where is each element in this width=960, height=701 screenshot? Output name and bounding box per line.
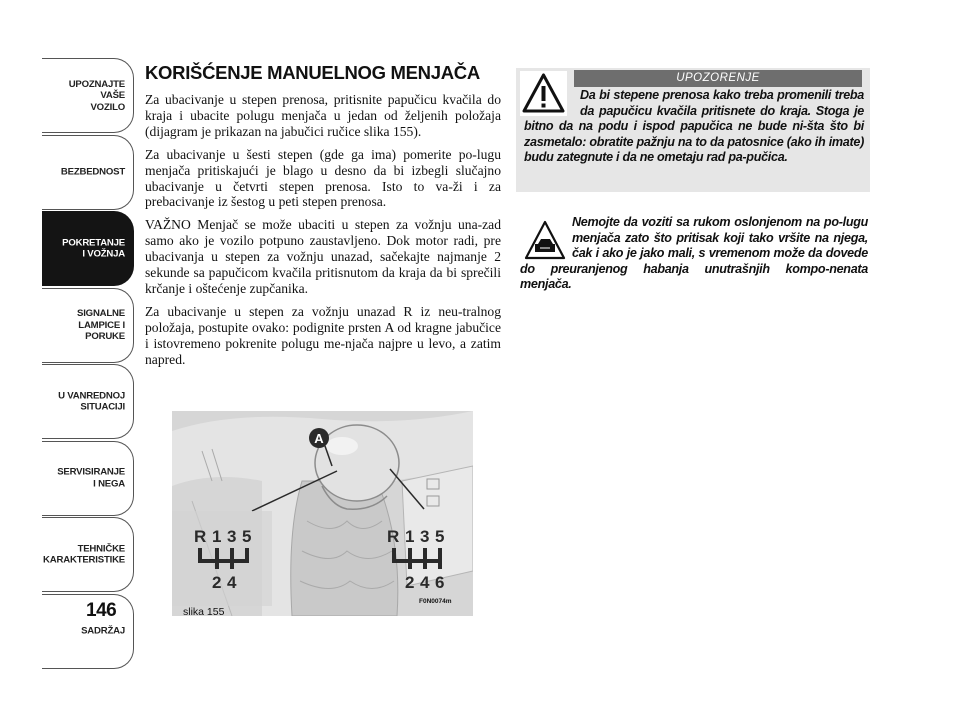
tab-bezbednost[interactable] xyxy=(42,135,134,210)
gear-label: 5 xyxy=(435,527,445,546)
paragraph: VAŽNO Menjač se može ubaciti u stepen za vožnju una-zad samo ako je vozilo potpuno zaustavljeno. Dok motor radi, pre ubacivanja u stepen za vožnju unazad, sačekajte najmanje 2 sekunde sa papučicom kvačila pritisnutom da kraja da bi sprečili krčanje i oštećenje zupčanika. xyxy=(145,217,501,296)
gear-label: 4 xyxy=(227,573,237,592)
gear-label: 3 xyxy=(420,527,430,546)
gearshift-figure xyxy=(172,411,473,616)
note-text-block xyxy=(520,215,868,293)
page-number: 146 xyxy=(86,600,117,621)
tab-label: SADRŽAJ xyxy=(81,625,125,637)
gear-label: R xyxy=(194,527,207,546)
gear-label: 2 xyxy=(405,573,415,592)
chapter-tabs xyxy=(42,58,134,670)
gearshift-illustration xyxy=(172,411,473,616)
gear-label: 1 xyxy=(405,527,415,546)
gear-label: R xyxy=(387,527,400,546)
gear-label: 3 xyxy=(227,527,237,546)
gear-label: 1 xyxy=(212,527,222,546)
tab-tehnicke-karakteristike[interactable] xyxy=(42,517,134,592)
tab-upoznajte-vase-vozilo[interactable] xyxy=(42,58,134,133)
tab-label: POKRETANJE I VOŽNJA xyxy=(62,237,125,260)
paragraph: Za ubacivanje u stepen prenosa, pritisnite papučicu kvačila do kraja i ubacite polugu menjača u jedan od željenih položaja (dijagram je prikazan na jabučici ručice slika 155). xyxy=(145,92,501,139)
tab-label: U VANREDNOJ SITUACIJI xyxy=(58,390,125,413)
tab-servisiranje-i-nega[interactable] xyxy=(42,441,134,516)
tab-label: TEHNIČKE KARAKTERISTIKE xyxy=(43,543,125,566)
page-title: KORIŠĆENJE MANUELNOG MENJAČA xyxy=(145,62,480,83)
body-text xyxy=(145,92,501,375)
gear-label: 2 xyxy=(212,573,222,592)
gear-label: 4 xyxy=(420,573,430,592)
callout-a-label: A xyxy=(314,431,324,446)
tab-label: SERVISIRANJE I NEGA xyxy=(57,466,125,489)
warning-text-block xyxy=(524,88,864,166)
gear-label: 5 xyxy=(242,527,252,546)
tab-u-vanrednoj-situaciji[interactable] xyxy=(42,364,134,439)
figure-code: F0N0074m xyxy=(419,598,452,605)
warning-text: Da bi stepene prenosa kako treba promenili treba da papučicu kvačila pritisnete do kraja. Stoga je bitno da na podu i ispod papučica ne bude ni-šta što bi zasmetalo: obratite pažnju na to da patosnice (ako ih imate) budu zategnute i da ne ometaju rad pa-pučica. xyxy=(524,88,864,165)
tab-signalne-lampice[interactable] xyxy=(42,288,134,363)
note-text: Nemojte da voziti sa rukom oslonjenom na po-lugu menjača zato što pritisak koji tako vršite na njega, čak i ako je jako mali, s vremenom može da dovede do preuranjenog habanja unutrašnjih kompo-nenata menjača. xyxy=(520,215,868,292)
paragraph: Za ubacivanje u šesti stepen (gde ga ima) pomerite po-lugu menjača pritiskajući je blago u desno da bi izbegli slučajno ubacivanje u četvrti stepen prenosa. Isto to va-ži i za prebacivanje iz šestog u peti stepen prenosa. xyxy=(145,146,501,210)
warning-title: UPOZORENJE xyxy=(574,70,862,87)
gear-label: 6 xyxy=(435,573,445,592)
paragraph: Za ubacivanje u stepen za vožnju unazad R iz neu-tralnog položaja, postupite ovako: podignite prsten A od kragne jabučice i istovremeno pokrenite polugu me-njača najpre u levo, a zatim napred. xyxy=(145,303,501,367)
tab-label: SIGNALNE LAMPICE I PORUKE xyxy=(77,307,125,342)
figure-caption: slika 155 xyxy=(183,606,225,618)
tab-pokretanje-i-voznja[interactable] xyxy=(42,211,134,286)
tab-label: UPOZNAJTE VAŠE VOZILO xyxy=(68,78,125,113)
tab-label: BEZBEDNOST xyxy=(60,166,125,178)
